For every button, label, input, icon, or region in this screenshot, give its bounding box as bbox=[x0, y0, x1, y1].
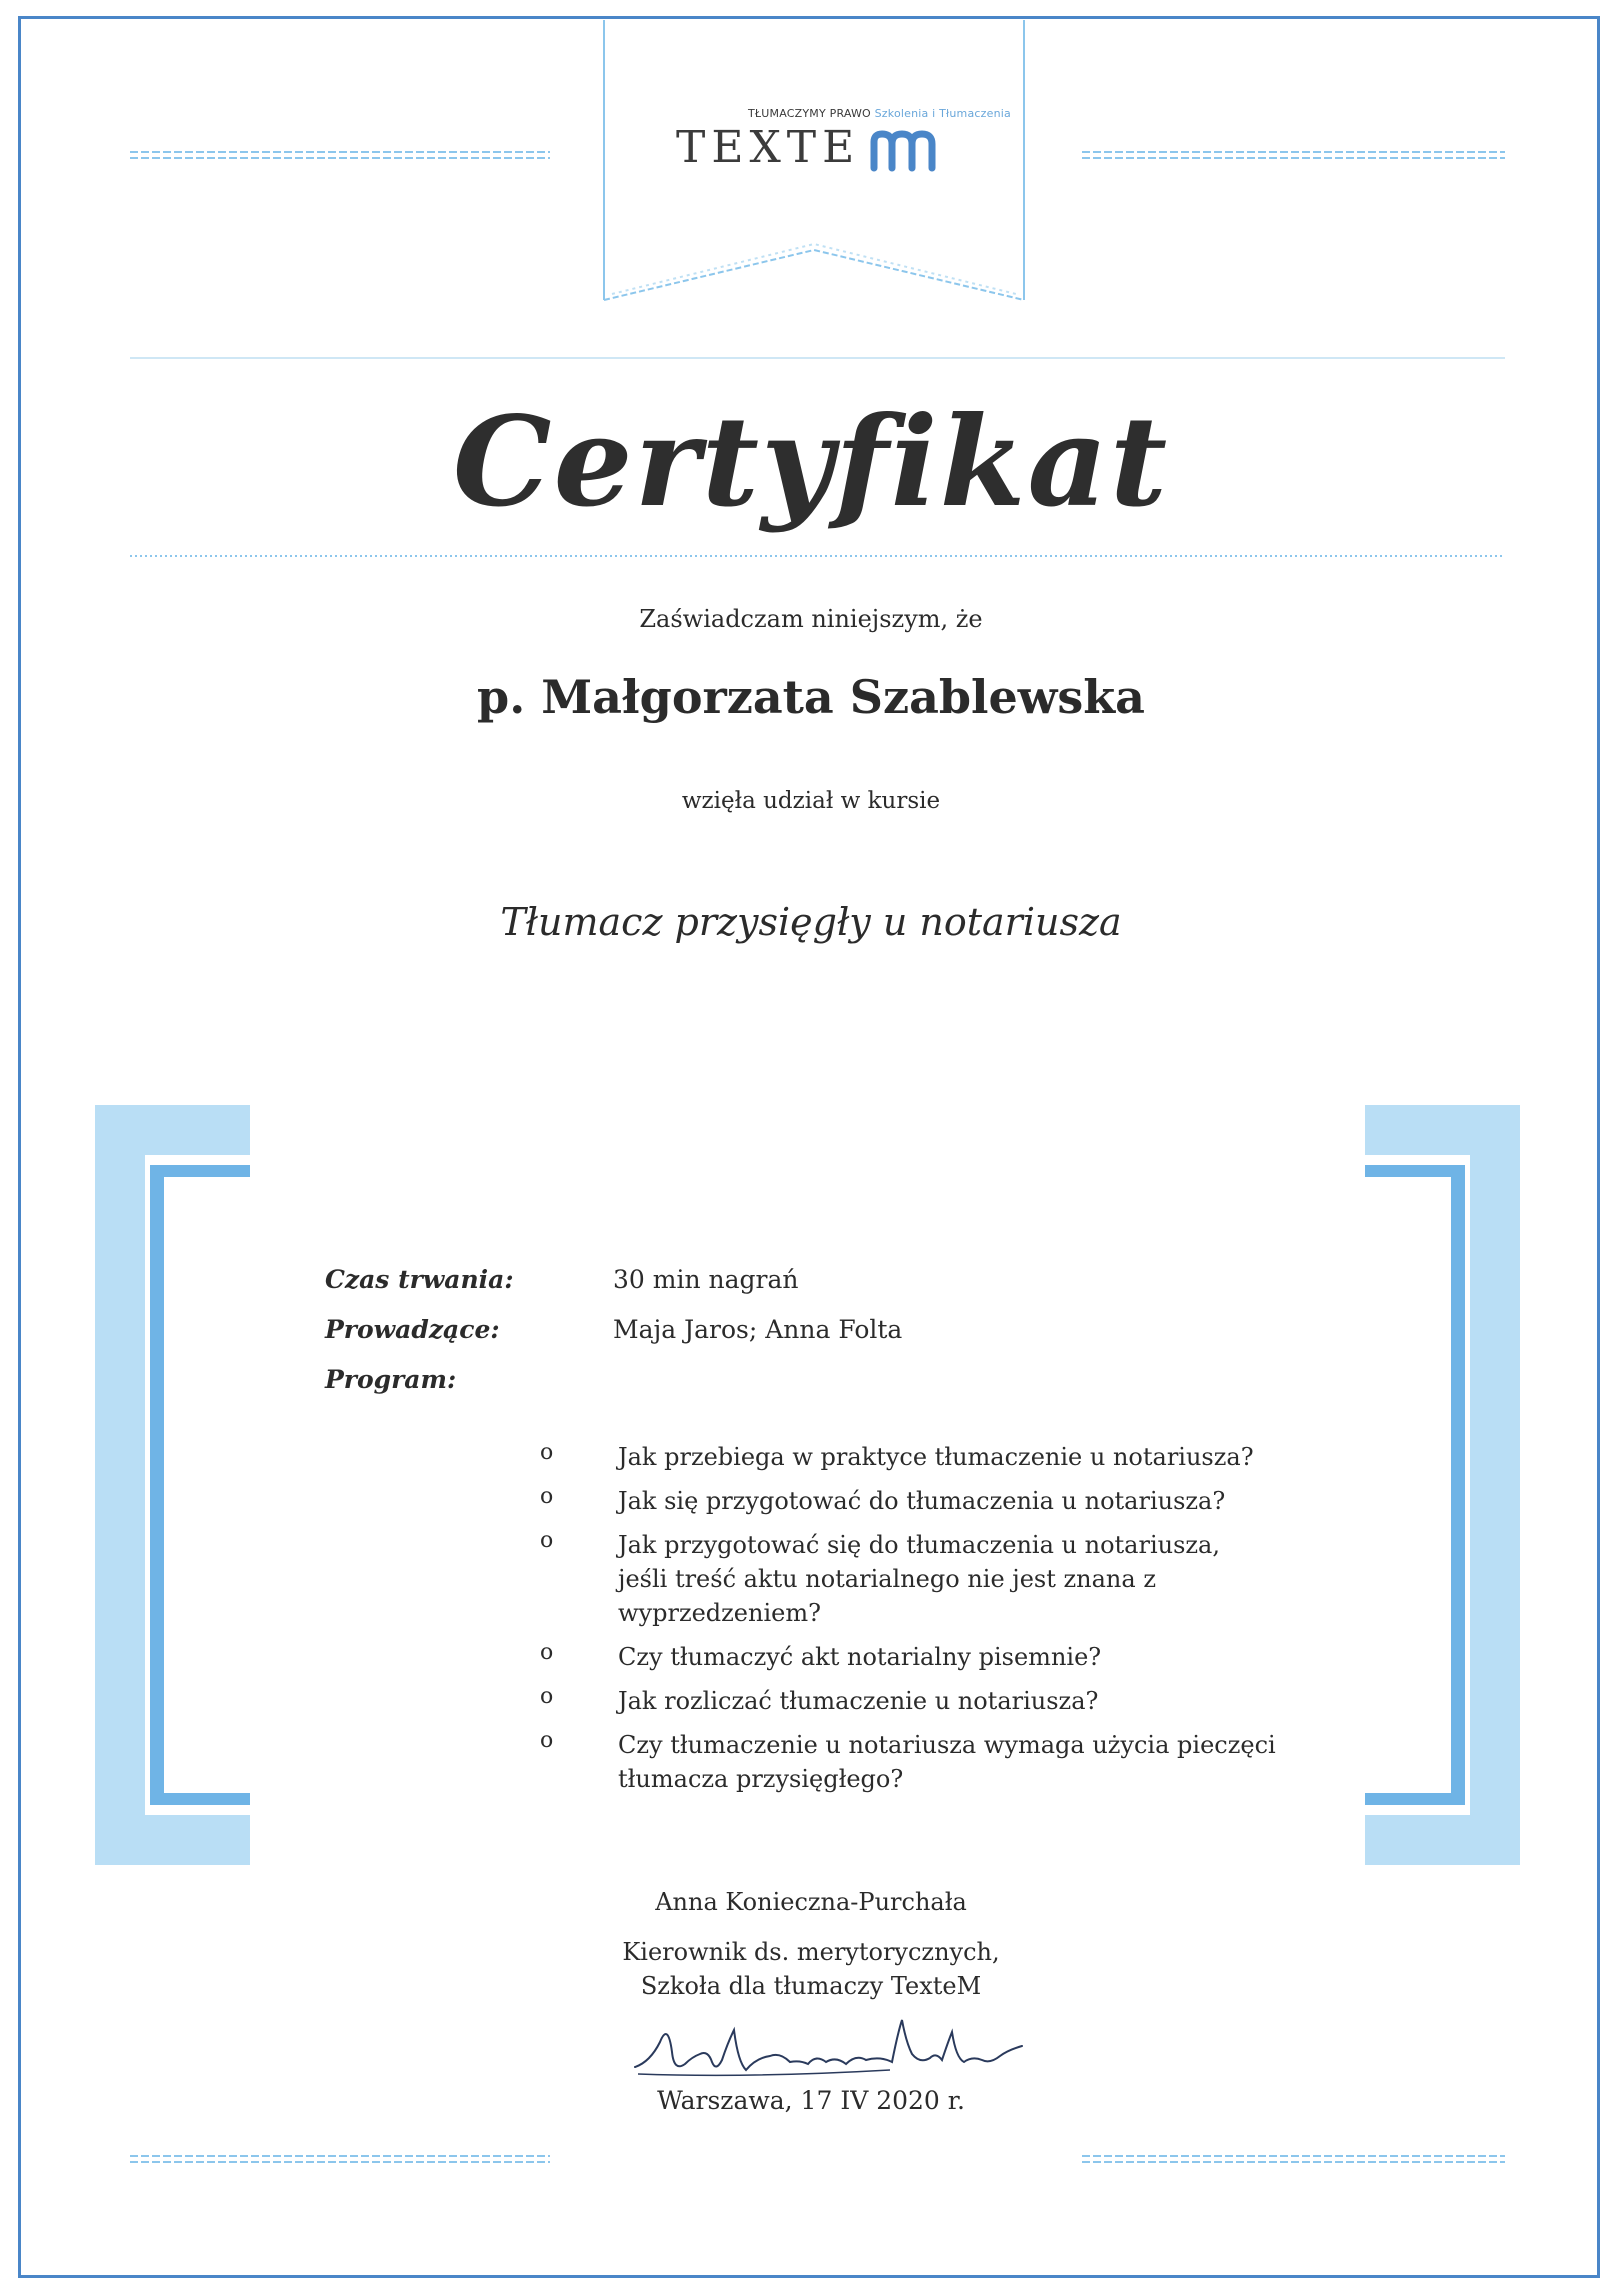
list-item-text: Jak przygotować się do tłumaczenia u notariusza, bbox=[618, 1531, 1220, 1559]
list-bullet: o bbox=[540, 1484, 554, 1509]
handwritten-signature bbox=[630, 2002, 1030, 2092]
list-item-text: tłumacza przysięgłego? bbox=[618, 1765, 904, 1793]
list-item-text: Jak rozliczać tłumaczenie u notariusza? bbox=[618, 1687, 1099, 1715]
list-item-text: Czy tłumaczenie u notariusza wymaga użycia pieczęci bbox=[618, 1731, 1276, 1759]
list-item-text: wyprzedzeniem? bbox=[618, 1599, 821, 1627]
certificate-title: Certyfikat bbox=[452, 390, 1170, 535]
list-item-text: Jak przebiega w praktyce tłumaczenie u notariusza? bbox=[618, 1443, 1254, 1471]
place-and-date: Warszawa, 17 IV 2020 r. bbox=[657, 2086, 965, 2115]
list-bullet: o bbox=[540, 1528, 554, 1553]
course-title: Tłumacz przysięgły u notariusza bbox=[500, 900, 1122, 944]
instructors-label: Prowadzące: bbox=[325, 1315, 500, 1344]
participation-text: wzięła udział w kursie bbox=[681, 788, 941, 814]
list-bullet: o bbox=[540, 1440, 554, 1465]
program-label: Program: bbox=[325, 1365, 457, 1394]
logo-tagline-main: TŁUMACZYMY PRAWO bbox=[748, 107, 871, 120]
signatory-role: Kierownik ds. merytorycznych, bbox=[622, 1938, 1000, 1966]
intro-text: Zaświadczam niniejszym, że bbox=[639, 605, 983, 633]
right-bracket-decoration bbox=[1360, 1105, 1520, 1865]
list-bullet: o bbox=[540, 1640, 554, 1665]
list-bullet: o bbox=[540, 1684, 554, 1709]
recipient-name: p. Małgorzata Szablewska bbox=[477, 670, 1145, 724]
list-item-text: Jak się przygotować do tłumaczenia u notariusza? bbox=[618, 1487, 1226, 1515]
instructors-value: Maja Jaros; Anna Folta bbox=[613, 1315, 903, 1344]
left-bracket-decoration bbox=[95, 1105, 255, 1865]
logo-wordmark: TEXTE bbox=[676, 122, 861, 173]
list-item-text: jeśli treść aktu notarialnego nie jest znana z bbox=[618, 1565, 1156, 1593]
list-item-text: Czy tłumaczyć akt notarialny pisemnie? bbox=[618, 1643, 1102, 1671]
duration-label: Czas trwania: bbox=[325, 1265, 514, 1294]
footer-rules bbox=[0, 2150, 1622, 2170]
list-bullet: o bbox=[540, 1728, 554, 1753]
duration-value: 30 min nagrań bbox=[613, 1265, 799, 1294]
logo-tagline-sub: Szkolenia i Tłumaczenia bbox=[874, 107, 1011, 120]
signatory-name: Anna Konieczna-Purchała bbox=[655, 1888, 967, 1916]
signatory-school: Szkoła dla tłumaczy TexteM bbox=[640, 1972, 982, 2000]
